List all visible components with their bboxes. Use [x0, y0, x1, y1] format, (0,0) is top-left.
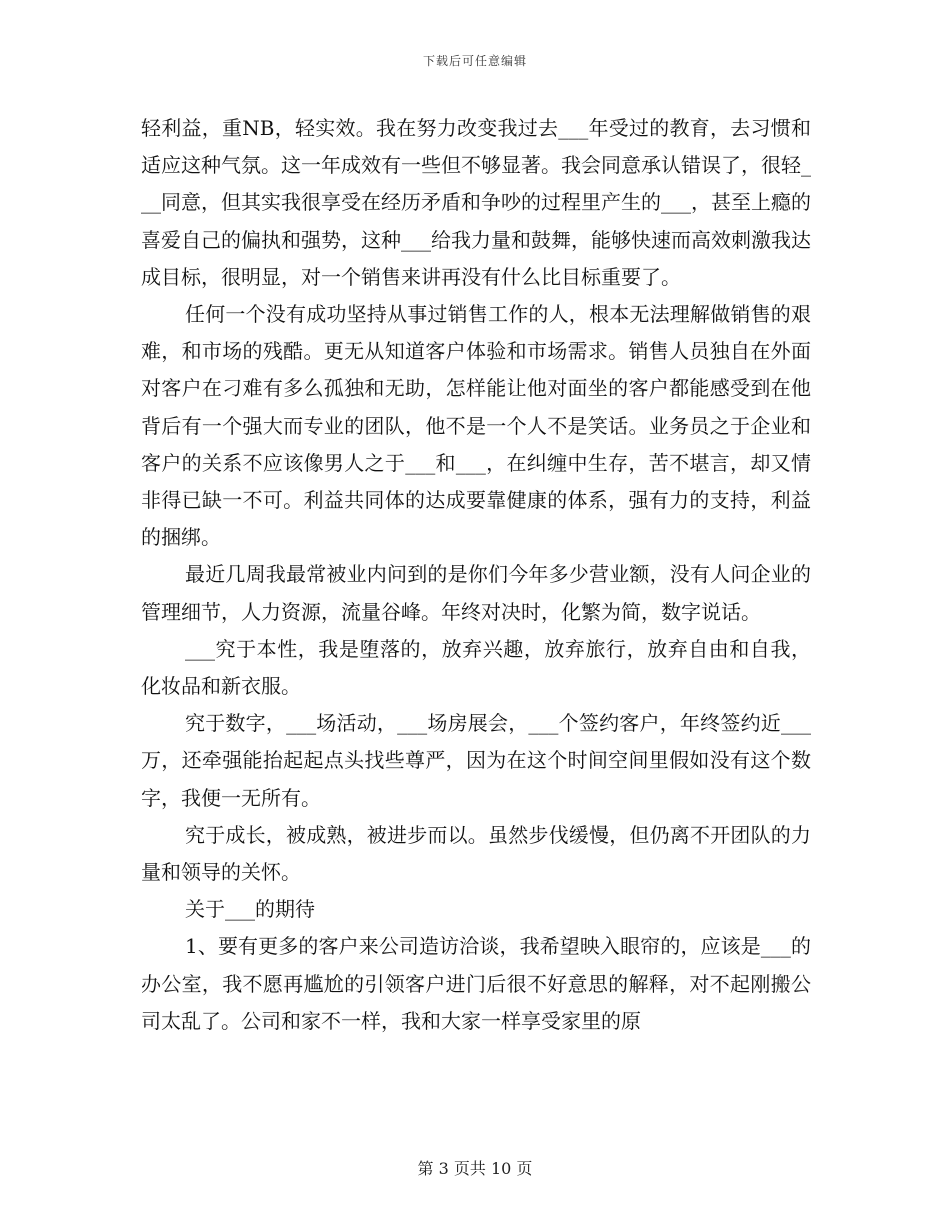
- page-footer: 第 3 页共 10 页: [417, 1159, 533, 1178]
- paragraph-4: ___究于本性，我是堕落的，放弃兴趣，放弃旅行，放弃自由和自我，化妆品和新衣服。: [141, 636, 811, 699]
- page-header: 下载后可任意编辑: [422, 54, 527, 68]
- paragraph-6: 究于成长，被成熟，被进步而以。虽然步伐缓慢，但仍离不开团队的力量和领导的关怀。: [141, 822, 811, 885]
- section-heading: 关于___的期待: [185, 897, 315, 922]
- paragraph-5: 究于数字，___场活动，___场房展会，___个签约客户，年终签约近___万，还牵强能抬起起点头找些尊严，因为在这个时间空间里假如没有这个数字，我便一无所有。: [141, 711, 811, 810]
- document-body: [141, 110, 811, 1040]
- paragraph-3: 最近几周我最常被业内问到的是你们今年多少营业额，没有人问企业的管理细节，人力资源，流量谷峰。年终对决时，化繁为简，数字说话。: [141, 562, 811, 624]
- paragraph-1: 轻利益，重NB，轻实效。我在努力改变我过去___年受过的教育，去习惯和适应这种气氛。这一年成效有一些但不够显著。我会同意承认错误了，很轻___同意，但其实我很享受在经历矛盾和争吵的过程里产生的___，甚至上瘾的喜爱自己的偏执和强势，这种___给我力量和鼓舞，能够快速而高效刺激我达成目标，很明显，对一个销售来讲再没有什么比目标重要了。: [141, 116, 811, 289]
- paragraph-7: 1、要有更多的客户来公司造访洽谈，我希望映入眼帘的，应该是___的办公室，我不愿再尴尬的引领客户进门后很不好意思的解释，对不起刚搬公司太乱了。公司和家不一样，我和大家一样享受家里的原: [141, 934, 811, 1033]
- paragraph-2: 任何一个没有成功坚持从事过销售工作的人，根本无法理解做销售的艰难，和市场的残酷。更无从知道客户体验和市场需求。销售人员独自在外面对客户在刁难有多么孤独和无助，怎样能让他对面坐的客户都能感受到在他背后有一个强大而专业的团队，他不是一个人不是笑话。业务员之于企业和客户的关系不应该像男人之于___和___，在纠缠中生存，苦不堪言，却又情非得已缺一不可。利益共同体的达成要靠健康的体系，强有力的支持，利益的捆绑。: [141, 302, 811, 550]
